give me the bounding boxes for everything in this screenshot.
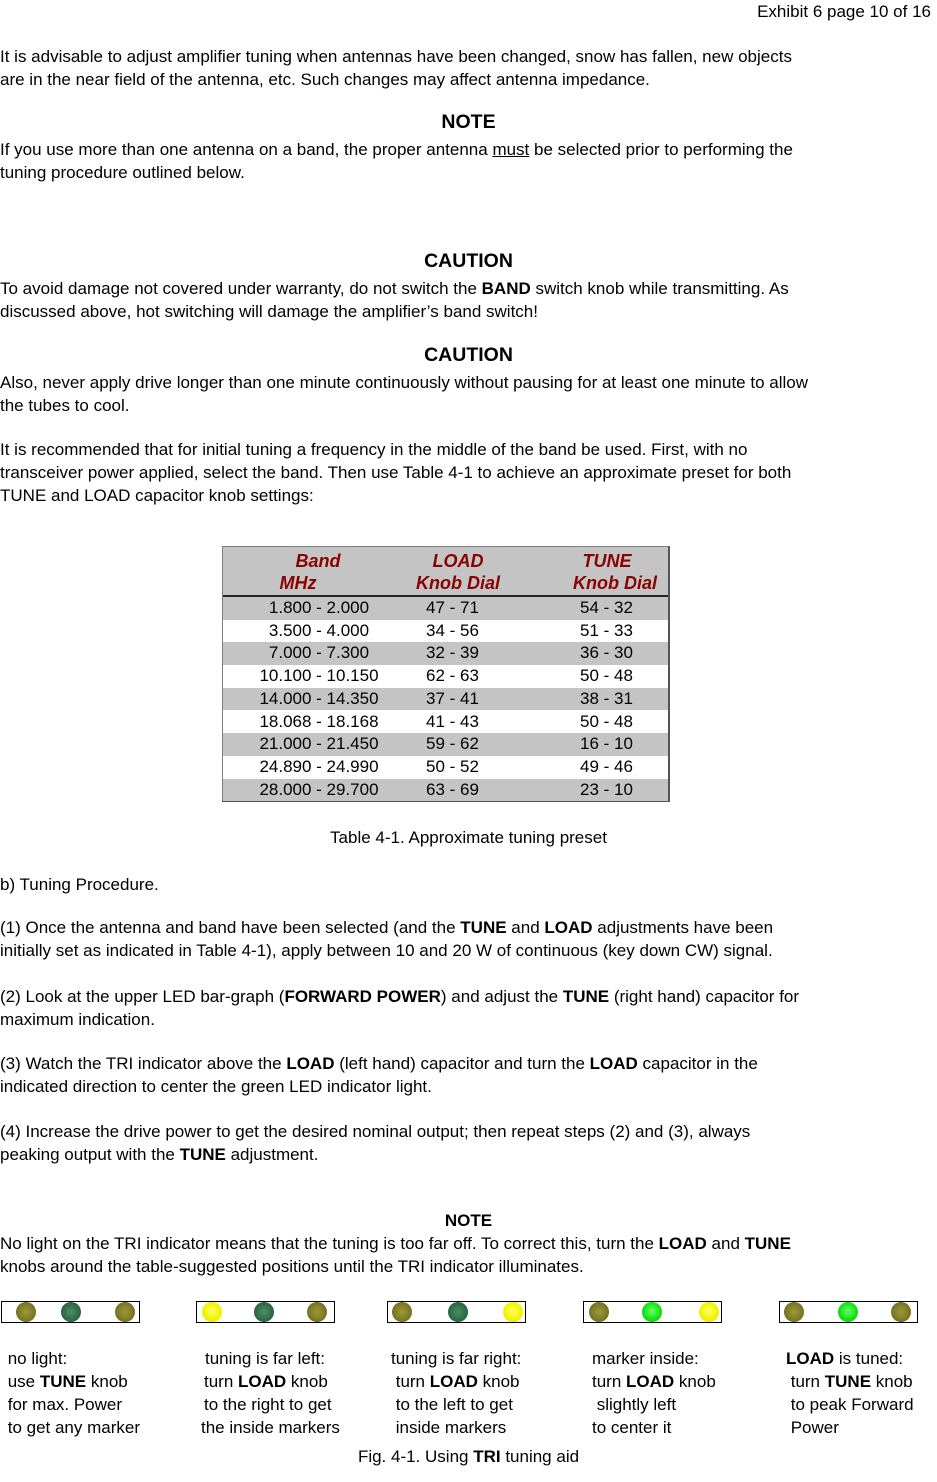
bold-text: BAND bbox=[481, 279, 531, 298]
header-load bbox=[403, 550, 513, 594]
note-heading: NOTE bbox=[441, 111, 496, 133]
text: discussed above, hot switching will damage the amplifier’s band switch! bbox=[0, 302, 538, 321]
header-text: Knob Dial bbox=[573, 573, 657, 593]
caution-heading: CAUTION bbox=[424, 250, 513, 272]
table-cell: 3.500 - 4.000 bbox=[268, 620, 370, 640]
text: to center it bbox=[592, 1418, 672, 1437]
table-cell: 62 - 63 bbox=[426, 666, 479, 686]
text: adjustments have been bbox=[592, 918, 774, 937]
text: marker inside: bbox=[592, 1349, 699, 1368]
bold-text: TUNE bbox=[460, 918, 507, 937]
intro-line: It is advisable to adjust amplifier tuning when antennas have been changed, snow has fallen, new objects bbox=[0, 47, 792, 66]
bold-text: LOAD bbox=[429, 1372, 478, 1391]
text: transceiver power applied, select the band. Then use Table 4-1 to achieve an approximate preset for both bbox=[0, 463, 792, 482]
procedure-step-4 bbox=[0, 1120, 937, 1166]
caution-heading: CAUTION bbox=[424, 344, 513, 366]
table-cell: 23 - 10 bbox=[580, 779, 633, 799]
text: (2) Look at the upper LED bar-graph ( bbox=[0, 987, 285, 1006]
table-cell: 28.000 - 29.700 bbox=[259, 779, 379, 799]
led-center-icon bbox=[448, 1302, 468, 1322]
text: turn bbox=[592, 1372, 627, 1391]
text: knob bbox=[871, 1372, 913, 1391]
text: to peak Forward bbox=[786, 1395, 914, 1414]
text: ) and adjust the bbox=[440, 987, 563, 1006]
text: (4) Increase the drive power to get the desired nominal output; then repeat steps (2) and (3), always bbox=[0, 1122, 751, 1141]
procedure-step-2 bbox=[0, 985, 937, 1031]
text: knob bbox=[86, 1372, 128, 1391]
intro-paragraph bbox=[0, 45, 937, 91]
led-right-icon bbox=[891, 1302, 911, 1322]
table-cell: 49 - 46 bbox=[580, 756, 633, 776]
text: tuning is far left: bbox=[205, 1349, 326, 1368]
text: to get any marker bbox=[3, 1418, 141, 1437]
text: (right hand) capacitor for bbox=[609, 987, 800, 1006]
indicator-caption bbox=[592, 1347, 716, 1439]
led-center-icon bbox=[254, 1302, 274, 1322]
text: No light on the TRI indicator means that the tuning is too far off. To correct this, turn the bbox=[0, 1234, 659, 1253]
figure-caption bbox=[0, 1445, 937, 1468]
text: turn bbox=[786, 1372, 825, 1391]
text: (1) Once the antenna and band have been selected (and the bbox=[0, 918, 461, 937]
table-cell: 34 - 56 bbox=[426, 620, 479, 640]
recommend-paragraph bbox=[0, 438, 937, 507]
text: (left hand) capacitor and turn the bbox=[334, 1054, 590, 1073]
text: knob bbox=[477, 1372, 520, 1391]
intro-line: are in the near field of the antenna, etc. Such changes may affect antenna impedance. bbox=[0, 70, 650, 89]
text: knob bbox=[674, 1372, 716, 1391]
led-center-icon bbox=[61, 1302, 81, 1322]
table-row bbox=[223, 620, 668, 643]
text: turn bbox=[204, 1372, 239, 1391]
led-right-icon bbox=[115, 1302, 135, 1322]
text: TUNE and LOAD capacitor knob settings: bbox=[0, 486, 314, 505]
table-cell: 10.100 - 10.150 bbox=[259, 666, 379, 686]
note-paragraph bbox=[0, 1232, 937, 1278]
text: and bbox=[706, 1234, 745, 1253]
text: Also, never apply drive longer than one minute continuously without pausing for at least one minute to allow bbox=[0, 373, 808, 392]
table-cell: 18.068 - 18.168 bbox=[259, 711, 379, 731]
tri-indicator-marker-inside bbox=[583, 1301, 722, 1323]
emphasis-text: must bbox=[492, 140, 530, 159]
text: for max. Power bbox=[3, 1395, 123, 1414]
tuning-preset-table bbox=[222, 546, 670, 802]
led-left-icon bbox=[202, 1302, 222, 1322]
bold-text: LOAD bbox=[286, 1054, 335, 1073]
led-left-icon bbox=[784, 1302, 804, 1322]
table-cell: 63 - 69 bbox=[426, 779, 479, 799]
text: Fig. 4-1. Using bbox=[357, 1447, 474, 1466]
table-cell: 50 - 52 bbox=[426, 756, 479, 776]
text: use bbox=[3, 1372, 40, 1391]
table-cell: 1.800 - 2.000 bbox=[268, 598, 370, 617]
table-row bbox=[223, 733, 668, 756]
text: indicated direction to center the green LED indicator light. bbox=[0, 1077, 432, 1096]
led-right-icon bbox=[699, 1302, 719, 1322]
bold-text: TRI bbox=[473, 1447, 501, 1466]
led-left-icon bbox=[392, 1302, 412, 1322]
bold-text: TUNE bbox=[562, 987, 610, 1006]
caution-paragraph bbox=[0, 371, 937, 417]
table-cell: 50 - 48 bbox=[580, 711, 633, 731]
bold-text: LOAD bbox=[589, 1054, 638, 1073]
table-row bbox=[223, 779, 668, 802]
table-cell: 14.000 - 14.350 bbox=[259, 688, 379, 708]
tri-indicator-no-light bbox=[1, 1301, 140, 1323]
caution-paragraph bbox=[0, 277, 937, 323]
procedure-step-3 bbox=[0, 1052, 937, 1098]
header-band bbox=[253, 550, 383, 594]
table-cell: 36 - 30 bbox=[580, 643, 633, 663]
table-row bbox=[223, 642, 668, 665]
table-cell: 51 - 33 bbox=[580, 620, 633, 640]
text: and bbox=[506, 918, 545, 937]
led-right-icon bbox=[307, 1302, 327, 1322]
page-header: Exhibit 6 page 10 of 16 bbox=[757, 2, 931, 21]
header-text: Band bbox=[295, 551, 341, 571]
text: If you use more than one antenna on a band, the proper antenna bbox=[0, 140, 493, 159]
text: adjustment. bbox=[225, 1145, 319, 1164]
text: is tuned: bbox=[834, 1349, 904, 1368]
table-cell: 47 - 71 bbox=[426, 598, 479, 617]
led-center-icon bbox=[642, 1302, 662, 1322]
text: be selected prior to performing the bbox=[529, 140, 793, 159]
text: tuning is far right: bbox=[391, 1349, 522, 1368]
bold-text: TUNE bbox=[744, 1234, 791, 1253]
table-row bbox=[223, 756, 668, 779]
text: tuning aid bbox=[500, 1447, 580, 1466]
table-cell: 32 - 39 bbox=[426, 643, 479, 663]
header-text: MHz bbox=[279, 573, 317, 593]
table-cell: 54 - 32 bbox=[580, 598, 633, 617]
table-row bbox=[223, 711, 668, 734]
text: Power bbox=[786, 1418, 839, 1437]
header-text: TUNE bbox=[582, 551, 632, 571]
led-left-icon bbox=[16, 1302, 36, 1322]
bold-text: LOAD bbox=[626, 1372, 675, 1391]
procedure-heading: b) Tuning Procedure. bbox=[0, 875, 159, 894]
indicator-caption bbox=[3, 1347, 140, 1439]
header-text: LOAD bbox=[432, 551, 484, 571]
tri-indicator-far-right bbox=[387, 1301, 526, 1323]
indicator-caption bbox=[201, 1347, 340, 1439]
table-cell: 16 - 10 bbox=[580, 734, 633, 754]
bold-text: LOAD bbox=[658, 1234, 707, 1253]
table-cell: 50 - 48 bbox=[580, 666, 633, 686]
tri-indicator-load-tuned bbox=[779, 1301, 918, 1323]
text: slightly left bbox=[592, 1395, 677, 1414]
table-caption: Table 4-1. Approximate tuning preset bbox=[330, 828, 607, 847]
text: capacitor in the bbox=[637, 1054, 758, 1073]
text: switch knob while transmitting. As bbox=[530, 279, 789, 298]
table-cell: 24.890 - 24.990 bbox=[259, 756, 379, 776]
text: turn bbox=[391, 1372, 430, 1391]
text: knob bbox=[286, 1372, 328, 1391]
note-paragraph bbox=[0, 138, 937, 184]
table-cell: 41 - 43 bbox=[426, 711, 479, 731]
text: to the right to get bbox=[204, 1395, 332, 1414]
text: To avoid damage not covered under warranty, do not switch the bbox=[0, 279, 482, 298]
indicator-caption bbox=[391, 1347, 521, 1439]
table-cell: 7.000 - 7.300 bbox=[268, 643, 370, 663]
bold-text: FORWARD POWER bbox=[284, 987, 441, 1006]
procedure-step-1 bbox=[0, 916, 937, 962]
table-cell: 59 - 62 bbox=[426, 734, 479, 754]
table-cell: 21.000 - 21.450 bbox=[259, 734, 379, 754]
text: peaking output with the bbox=[0, 1145, 180, 1164]
text: knobs around the table-suggested positions until the TRI indicator illuminates. bbox=[0, 1257, 584, 1276]
led-center-icon bbox=[838, 1302, 858, 1322]
table-header bbox=[223, 547, 668, 597]
indicator-caption bbox=[786, 1347, 914, 1439]
led-left-icon bbox=[589, 1302, 609, 1322]
bold-text: TUNE bbox=[824, 1372, 872, 1391]
tri-indicator-far-left bbox=[196, 1301, 335, 1323]
text: (3) Watch the TRI indicator above the bbox=[0, 1054, 287, 1073]
table-row bbox=[223, 597, 668, 620]
text: inside markers bbox=[391, 1418, 507, 1437]
bold-text: TUNE bbox=[39, 1372, 87, 1391]
header-text: Knob Dial bbox=[416, 573, 500, 593]
text: no light: bbox=[3, 1349, 68, 1368]
bold-text: TUNE bbox=[179, 1145, 226, 1164]
bold-text: LOAD bbox=[544, 918, 593, 937]
text: initially set as indicated in Table 4-1), apply between 10 and 20 W of continuous (key down CW) signal. bbox=[0, 941, 773, 960]
text: It is recommended that for initial tuning a frequency in the middle of the band be used. First, with no bbox=[0, 440, 748, 459]
bold-text: LOAD bbox=[238, 1372, 287, 1391]
table-cell: 38 - 31 bbox=[580, 688, 633, 708]
table-row bbox=[223, 688, 668, 711]
text: tuning procedure outlined below. bbox=[0, 163, 245, 182]
text: maximum indication. bbox=[0, 1010, 155, 1029]
table-row bbox=[223, 665, 668, 688]
header-tune bbox=[555, 550, 659, 594]
bold-text: LOAD bbox=[786, 1349, 835, 1368]
note-heading: NOTE bbox=[444, 1211, 493, 1230]
text: the tubes to cool. bbox=[0, 396, 130, 415]
text: to the left to get bbox=[391, 1395, 513, 1414]
led-right-icon bbox=[503, 1302, 523, 1322]
text: the inside markers bbox=[201, 1418, 340, 1437]
table-cell: 37 - 41 bbox=[426, 688, 479, 708]
